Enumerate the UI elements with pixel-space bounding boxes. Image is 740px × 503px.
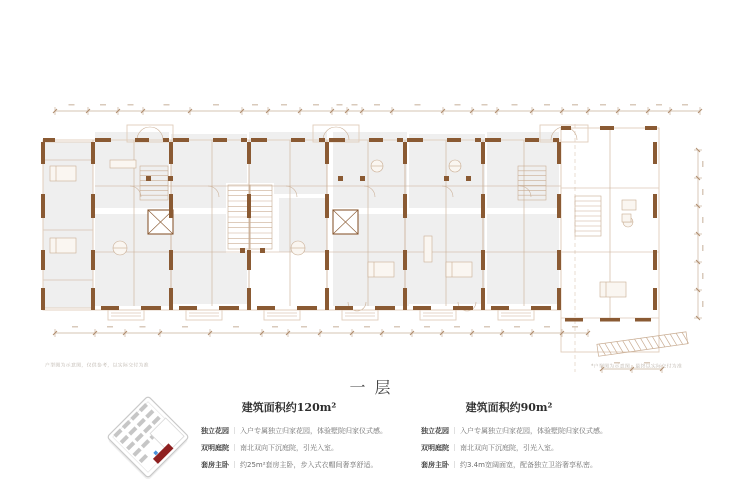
- angled-wall-hatch: [597, 332, 689, 357]
- feature-label: 套房主卧: [421, 461, 449, 470]
- feature-separator: ｜: [231, 427, 238, 435]
- feature-row: [201, 443, 377, 453]
- feature-separator: ｜: [231, 444, 238, 453]
- floor-label: 一层: [349, 378, 400, 397]
- feature-row: [201, 426, 387, 436]
- feature-separator: ｜: [231, 461, 238, 470]
- feature-label: 独立花园: [421, 427, 449, 435]
- plan-disclaimer-right: *户型图为示意图，最终以实际交付为准: [591, 363, 683, 370]
- spec-title-120: 建筑面积约120m²: [241, 401, 337, 414]
- feature-separator: ｜: [451, 444, 458, 453]
- feature-row: [421, 443, 597, 453]
- feature-label: 套房主卧: [201, 461, 229, 470]
- feature-desc: 入户专属独立归家花园，体验墅院归家仪式感。: [460, 427, 607, 435]
- feature-desc: 南北双向下沉庭院，引光入室。: [460, 444, 558, 453]
- spec-title-90: 建筑面积约90m²: [465, 401, 553, 414]
- feature-desc: 南北双向下沉庭院，引光入室。: [240, 444, 338, 453]
- feature-desc: 约25m²套房主卧，步入式衣帽间奢享舒适。: [240, 461, 378, 470]
- feature-desc: 入户专属独立归家花园，体验墅院归家仪式感。: [240, 427, 387, 435]
- feature-desc: 约3.4m宽阔面宽，配备独立卫浴奢享私密。: [460, 461, 597, 470]
- plan-disclaimer-left: 户型图为示意图，仅供参考，以实际交付为准: [45, 362, 150, 369]
- spec-block-90: [421, 399, 607, 477]
- spec-block-120: [201, 399, 387, 477]
- feature-separator: ｜: [451, 427, 458, 435]
- feature-row: [421, 426, 607, 436]
- feature-label: 双明庭院: [201, 444, 229, 453]
- feature-label: 独立花园: [201, 427, 229, 435]
- feature-row: [421, 460, 597, 470]
- feature-separator: ｜: [451, 461, 458, 470]
- site-key-plan: [102, 390, 192, 480]
- feature-row: [201, 460, 377, 470]
- feature-label: 双明庭院: [421, 444, 449, 453]
